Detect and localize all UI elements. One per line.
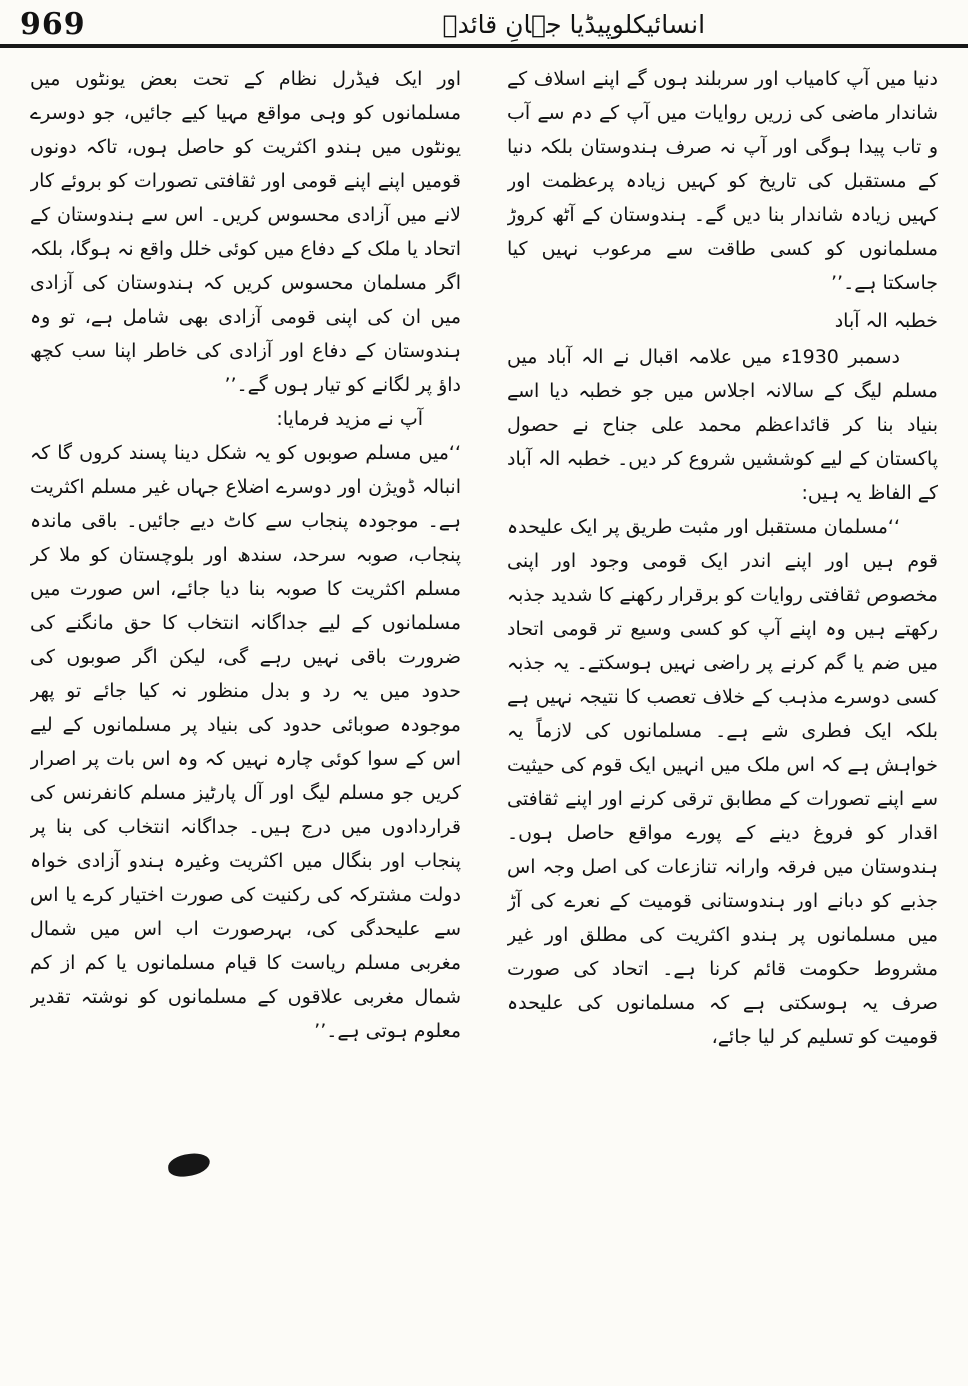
page-number: 969 (20, 7, 86, 42)
section-heading-khutba-allahabad: خطبہ الہ آباد (834, 310, 938, 332)
ink-blot-artifact (167, 1152, 211, 1178)
page-content (0, 48, 968, 1364)
book-title: انسائیکلوپیڈیا جہانِ قائدؒ (442, 10, 706, 39)
column-left (30, 62, 461, 1364)
paragraph-allahabad-quote: ‘‘مسلمان مستقبل اور مثبت طریق پر ایک علیحدہ قوم ہیں اور اپنے اندر ایک قومی وجود اور اپنی مخصوص ثقافتی روایات کو برقرار رکھنے کا شدید جذبہ رکھتے ہیں وہ اپنے آپ کو کسی وسیع تر قومی اتحاد میں ضم یا گم کرنے پر راضی نہیں ہوسکتے۔ یہ جذبہ کسی دوسرے مذہب کے خلاف تعصب کا نتیجہ نہیں ہے بلکہ ایک فطری شے ہے۔ مسلمانوں کی لازماً یہ خواہش ہے کہ اس ملک میں انہیں ایک قوم کی حیثیت سے اپنے تصورات کے مطابق ترقی کرنے اور اپنے ثقافتی اقدار کو فروغ دینے کے پورے مواقع حاصل ہوں۔ ہندوستان میں فرقہ وارانہ تنازعات کی اصل وجہ اس جذبے کو دبانے اور ہندوستانی قومیت کے نعرے کی آڑ میں مسلمانوں پر ہندو اکثریت کی مطلق اور غیر مشروط حکومت قائم کرنا ہے۔ اتحاد کی صورت صرف یہ ہوسکتی ہے کہ مسلمانوں کی علیحدہ قومیت کو تسلیم کر لیا جائے، (507, 516, 938, 1048)
page-header (0, 0, 968, 48)
paragraph-federal-system: اور ایک فیڈرل نظام کے تحت بعض یونٹوں میں مسلمانوں کو وہی مواقع مہیا کیے جائیں، جو دوسرے یونٹوں میں ہندو اکثریت کو حاصل ہوں، تاکہ دونوں قومیں اپنے اپنے قومی اور ثقافتی تصورات کو بروئے کار لانے میں آزادی محسوس کریں۔ اس سے ہندوستان کے اتحاد یا ملک کے دفاع میں کوئی خلل واقع نہ ہوگا، بلکہ اگر مسلمان محسوس کریں کہ ہندوستان کی آزادی میں ان کی اپنی قومی آزادی بھی شامل ہے، تو وہ ہندوستان کے دفاع اور آزادی کی خاطر اپنا سب کچھ داؤ پر لگانے کو تیار ہوں گے۔’’ (30, 68, 461, 396)
paragraph-speech-end: دنیا میں آپ کامیاب اور سربلند ہوں گے اپنے اسلاف کے شاندار ماضی کی زریں روایات میں آپ کے دم سے آب و تاب پیدا ہوگی اور آپ نہ صرف ہندوستان بلکہ دنیا کے مستقبل کی تاریخ کو کہیں زیادہ پرعظمت اور کہیں زیادہ شاندار بنا دیں گے۔ ہندوستان کے آٹھ کروڑ مسلمانوں کو کسی طاقت سے مرعوب نہیں کیا جاسکتا ہے۔’’ (507, 68, 938, 294)
paragraph-allahabad-intro: دسمبر 1930ء میں علامہ اقبال نے الہ آباد میں مسلم لیگ کے سالانہ اجلاس میں جو خطبہ دیا اسے بنیاد بنا کر قائداعظم محمد علی جناح نے حصول پاکستان کے لیے کوششیں شروع کر دیں۔ خطبہ الہ آباد کے الفاظ یہ ہیں: (507, 346, 938, 504)
column-right (507, 62, 938, 1364)
paragraph-muslim-provinces: ‘‘میں مسلم صوبوں کو یہ شکل دینا پسند کروں گا کہ انبالہ ڈویژن اور دوسرے اضلاع جہاں غیر مسلم اکثریت ہے۔ موجودہ پنجاب سے کاٹ دیے جائیں۔ باقی ماندہ پنجاب، صوبہ سرحد، سندھ اور بلوچستان کو ملا کر مسلم اکثریت کا صوبہ بنا دیا جائے، اس صورت میں مسلمانوں کے لیے جداگانہ انتخاب کا حق مانگنے کی ضرورت باقی نہیں رہے گی، لیکن اگر صوبوں کی حدود میں یہ رد و بدل منظور نہ کیا جائے تو پھر موجودہ صوبائی حدود کی بنیاد پر مسلمانوں کے لیے اس کے سوا کوئی چارہ نہیں کہ وہ اس بات پر اصرار کریں جو مسلم لیگ اور آل پارٹیز مسلم کانفرنس کی قراردادوں میں درج ہیں۔ جداگانہ انتخاب کی بنا پر پنجاب اور بنگال میں اکثریت وغیرہ ہندو آزادی خواہ دولت مشترکہ کی رکنیت کی صورت اختیار کرے یا اس سے علیحدگی کی، بہرصورت اب اس میں شمال مغربی مسلم ریاست کا قیام مسلمانوں یا کم از کم شمال مغربی علاقوں کے مسلمانوں کو نوشتہ تقدیر معلوم ہوتی ہے۔’’ (30, 442, 461, 1042)
paragraph-further-said: آپ نے مزید فرمایا: (276, 408, 423, 430)
